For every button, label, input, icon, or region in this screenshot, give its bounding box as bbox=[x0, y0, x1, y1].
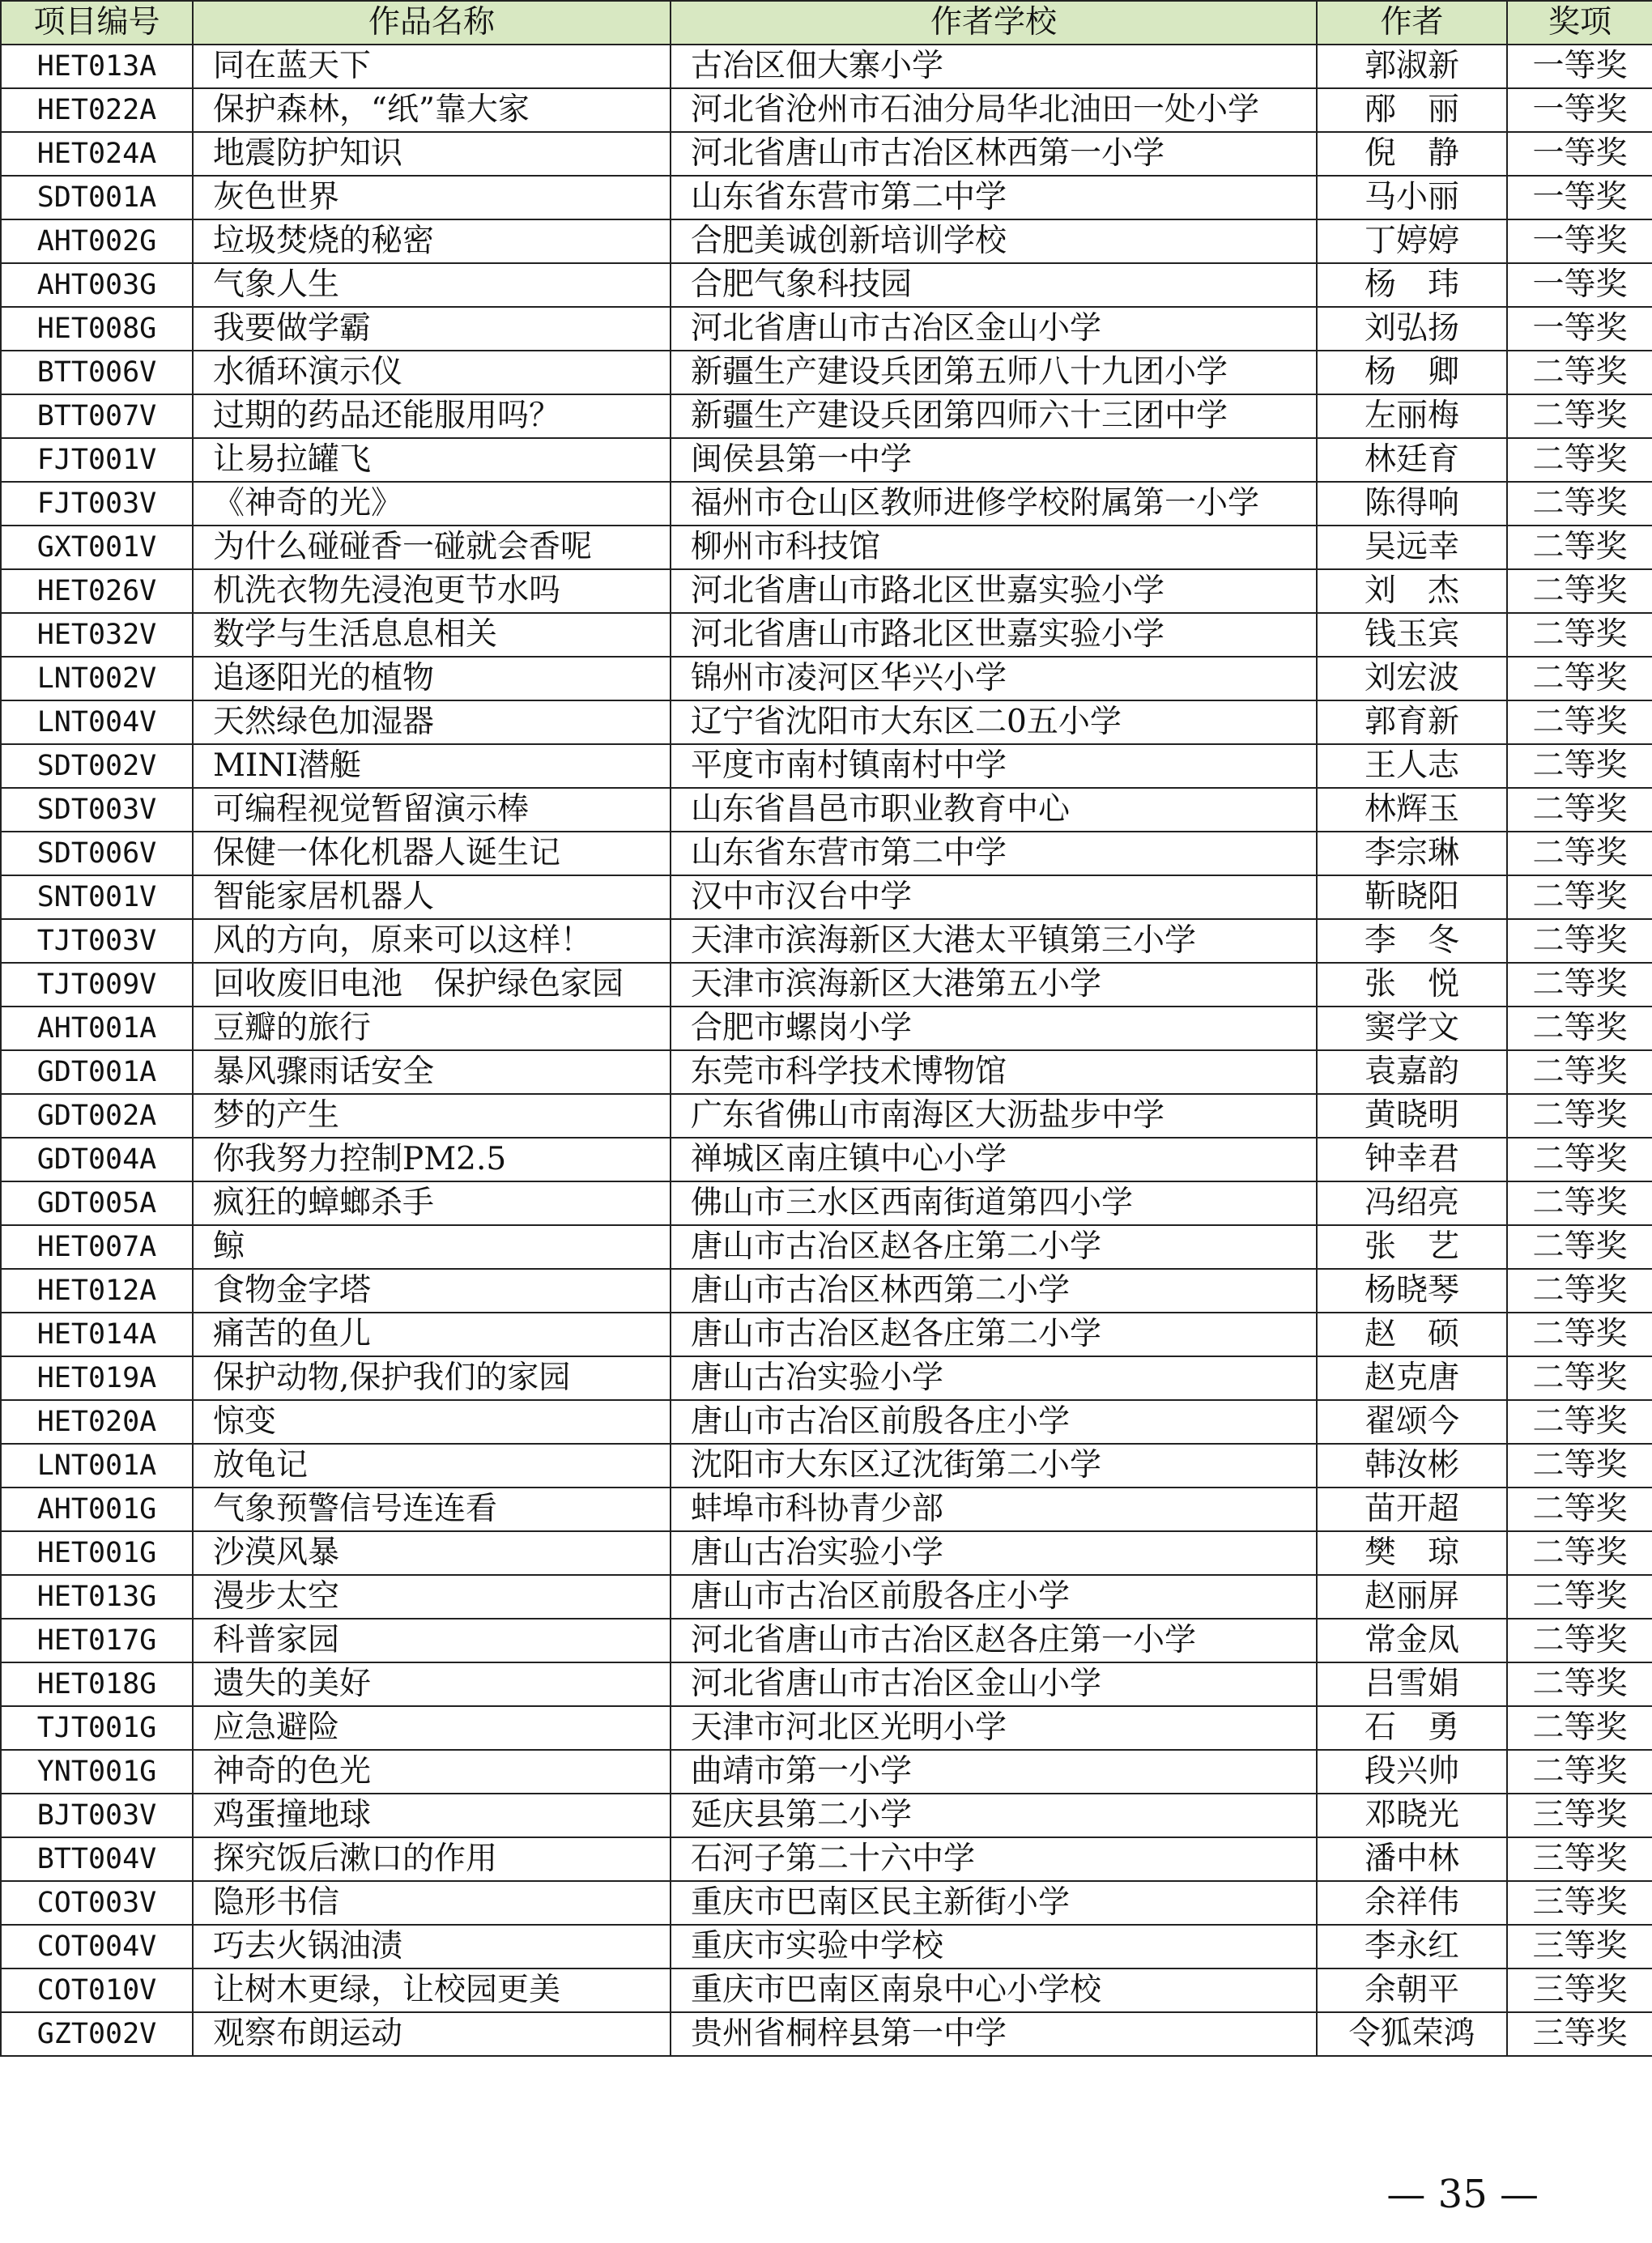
work-name-cell: 放龟记 bbox=[193, 1444, 671, 1488]
work-name-cell: 智能家居机器人 bbox=[193, 875, 671, 919]
project-id-cell: GDT004A bbox=[1, 1138, 193, 1181]
work-name-cell: 机洗衣物先浸泡更节水吗 bbox=[193, 569, 671, 613]
table-row bbox=[1, 1050, 1652, 1094]
award-cell: 一等奖 bbox=[1507, 307, 1652, 351]
work-name-cell: 梦的产生 bbox=[193, 1094, 671, 1138]
work-name-cell: 风的方向，原来可以这样！ bbox=[193, 919, 671, 963]
author-cell: 余朝平 bbox=[1317, 1968, 1507, 2012]
table-row bbox=[1, 482, 1652, 526]
school-cell: 河北省唐山市路北区世嘉实验小学 bbox=[671, 569, 1317, 613]
project-id-cell: HET017G bbox=[1, 1619, 193, 1662]
school-cell: 山东省昌邑市职业教育中心 bbox=[671, 788, 1317, 832]
work-name-cell: 豆瓣的旅行 bbox=[193, 1007, 671, 1050]
school-cell: 河北省唐山市古冶区赵各庄第一小学 bbox=[671, 1619, 1317, 1662]
table-row bbox=[1, 657, 1652, 700]
table-row bbox=[1, 744, 1652, 788]
school-cell: 延庆县第二小学 bbox=[671, 1794, 1317, 1837]
school-cell: 广东省佛山市南海区大沥盐步中学 bbox=[671, 1094, 1317, 1138]
project-id-cell: HET008G bbox=[1, 307, 193, 351]
work-name-cell: 保护动物,保护我们的家园 bbox=[193, 1356, 671, 1400]
award-cell: 三等奖 bbox=[1507, 1968, 1652, 2012]
project-id-cell: HET022A bbox=[1, 88, 193, 132]
table-row bbox=[1, 832, 1652, 875]
school-cell: 唐山市古冶区前殷各庄小学 bbox=[671, 1575, 1317, 1619]
table-row bbox=[1, 2012, 1652, 2056]
award-cell: 二等奖 bbox=[1507, 1575, 1652, 1619]
school-cell: 唐山古冶实验小学 bbox=[671, 1531, 1317, 1575]
table-row bbox=[1, 1313, 1652, 1356]
award-cell: 二等奖 bbox=[1507, 1444, 1652, 1488]
project-id-cell: HET032V bbox=[1, 613, 193, 657]
author-cell: 袁嘉韵 bbox=[1317, 1050, 1507, 1094]
school-cell: 天津市滨海新区大港太平镇第三小学 bbox=[671, 919, 1317, 963]
author-cell: 吴远幸 bbox=[1317, 526, 1507, 569]
school-cell: 禅城区南庄镇中心小学 bbox=[671, 1138, 1317, 1181]
work-name-cell: 保护森林，“纸”靠大家 bbox=[193, 88, 671, 132]
school-cell: 合肥市螺岗小学 bbox=[671, 1007, 1317, 1050]
table-row bbox=[1, 963, 1652, 1007]
school-cell: 山东省东营市第二中学 bbox=[671, 832, 1317, 875]
author-cell: 钱玉宾 bbox=[1317, 613, 1507, 657]
project-id-cell: AHT001A bbox=[1, 1007, 193, 1050]
project-id-cell: TJT003V bbox=[1, 919, 193, 963]
school-cell: 汉中市汉台中学 bbox=[671, 875, 1317, 919]
author-cell: 林辉玉 bbox=[1317, 788, 1507, 832]
school-cell: 河北省唐山市古冶区林西第一小学 bbox=[671, 132, 1317, 176]
work-name-cell: 灰色世界 bbox=[193, 176, 671, 219]
work-name-cell: 《神奇的光》 bbox=[193, 482, 671, 526]
author-cell: 石 勇 bbox=[1317, 1706, 1507, 1750]
award-cell: 三等奖 bbox=[1507, 1925, 1652, 1968]
project-id-cell: GXT001V bbox=[1, 526, 193, 569]
work-name-cell: 垃圾焚烧的秘密 bbox=[193, 219, 671, 263]
school-cell: 佛山市三水区西南街道第四小学 bbox=[671, 1181, 1317, 1225]
work-name-cell: 鲸 bbox=[193, 1225, 671, 1269]
award-cell: 二等奖 bbox=[1507, 1356, 1652, 1400]
author-cell: 邓晓光 bbox=[1317, 1794, 1507, 1837]
project-id-cell: SDT002V bbox=[1, 744, 193, 788]
author-cell: 余祥伟 bbox=[1317, 1881, 1507, 1925]
award-cell: 二等奖 bbox=[1507, 613, 1652, 657]
school-cell: 天津市河北区光明小学 bbox=[671, 1706, 1317, 1750]
table-row bbox=[1, 351, 1652, 394]
work-name-cell: 惊变 bbox=[193, 1400, 671, 1444]
table-row bbox=[1, 1007, 1652, 1050]
school-cell: 唐山市古冶区赵各庄第二小学 bbox=[671, 1313, 1317, 1356]
author-cell: 冯绍亮 bbox=[1317, 1181, 1507, 1225]
table-row bbox=[1, 1575, 1652, 1619]
author-cell: 常金凤 bbox=[1317, 1619, 1507, 1662]
project-id-cell: GZT002V bbox=[1, 2012, 193, 2056]
project-id-cell: HET014A bbox=[1, 1313, 193, 1356]
work-name-cell: 你我努力控制PM2.5 bbox=[193, 1138, 671, 1181]
author-cell: 林廷育 bbox=[1317, 438, 1507, 482]
school-cell: 闽侯县第一中学 bbox=[671, 438, 1317, 482]
project-id-cell: TJT001G bbox=[1, 1706, 193, 1750]
table-row bbox=[1, 526, 1652, 569]
school-cell: 东莞市科学技术博物馆 bbox=[671, 1050, 1317, 1094]
table-row bbox=[1, 1662, 1652, 1706]
table-row bbox=[1, 1706, 1652, 1750]
author-cell: 窦学文 bbox=[1317, 1007, 1507, 1050]
project-id-cell: BTT006V bbox=[1, 351, 193, 394]
project-id-cell: GDT005A bbox=[1, 1181, 193, 1225]
work-name-cell: 暴风骤雨话安全 bbox=[193, 1050, 671, 1094]
award-cell: 二等奖 bbox=[1507, 482, 1652, 526]
award-cell: 二等奖 bbox=[1507, 1181, 1652, 1225]
work-name-cell: 可编程视觉暂留演示棒 bbox=[193, 788, 671, 832]
table-row bbox=[1, 1444, 1652, 1488]
school-cell: 石河子第二十六中学 bbox=[671, 1837, 1317, 1881]
table-row bbox=[1, 263, 1652, 307]
work-name-cell: 追逐阳光的植物 bbox=[193, 657, 671, 700]
award-cell: 二等奖 bbox=[1507, 569, 1652, 613]
table-row bbox=[1, 1531, 1652, 1575]
work-name-cell: 回收废旧电池 保护绿色家园 bbox=[193, 963, 671, 1007]
table-header bbox=[1, 1, 1652, 45]
school-cell: 新疆生产建设兵团第四师六十三团中学 bbox=[671, 394, 1317, 438]
award-cell: 二等奖 bbox=[1507, 700, 1652, 744]
author-cell: 韩汝彬 bbox=[1317, 1444, 1507, 1488]
school-cell: 唐山市古冶区前殷各庄小学 bbox=[671, 1400, 1317, 1444]
author-cell: 钟幸君 bbox=[1317, 1138, 1507, 1181]
table-row bbox=[1, 700, 1652, 744]
award-cell: 三等奖 bbox=[1507, 1794, 1652, 1837]
work-name-cell: 探究饭后漱口的作用 bbox=[193, 1837, 671, 1881]
school-cell: 河北省唐山市古冶区金山小学 bbox=[671, 307, 1317, 351]
project-id-cell: GDT002A bbox=[1, 1094, 193, 1138]
table-row bbox=[1, 1138, 1652, 1181]
work-name-cell: 痛苦的鱼儿 bbox=[193, 1313, 671, 1356]
project-id-cell: SDT006V bbox=[1, 832, 193, 875]
work-name-cell: 疯狂的蟑螂杀手 bbox=[193, 1181, 671, 1225]
award-cell: 一等奖 bbox=[1507, 88, 1652, 132]
award-cell: 二等奖 bbox=[1507, 744, 1652, 788]
school-cell: 福州市仓山区教师进修学校附属第一小学 bbox=[671, 482, 1317, 526]
project-id-cell: COT003V bbox=[1, 1881, 193, 1925]
author-cell: 赵丽屏 bbox=[1317, 1575, 1507, 1619]
author-cell: 刘宏波 bbox=[1317, 657, 1507, 700]
work-name-cell: 鸡蛋撞地球 bbox=[193, 1794, 671, 1837]
project-id-cell: HET024A bbox=[1, 132, 193, 176]
award-cell: 二等奖 bbox=[1507, 394, 1652, 438]
author-cell: 李永红 bbox=[1317, 1925, 1507, 1968]
table-row bbox=[1, 45, 1652, 88]
author-cell: 刘弘扬 bbox=[1317, 307, 1507, 351]
work-name-cell: 遗失的美好 bbox=[193, 1662, 671, 1706]
page-number: — 35 — bbox=[1386, 2172, 1539, 2217]
project-id-cell: LNT004V bbox=[1, 700, 193, 744]
author-cell: 杨 卿 bbox=[1317, 351, 1507, 394]
author-cell: 李宗琳 bbox=[1317, 832, 1507, 875]
award-cell: 二等奖 bbox=[1507, 438, 1652, 482]
award-cell: 三等奖 bbox=[1507, 1837, 1652, 1881]
table-row bbox=[1, 1881, 1652, 1925]
project-id-cell: HET007A bbox=[1, 1225, 193, 1269]
author-cell: 靳晓阳 bbox=[1317, 875, 1507, 919]
school-cell: 合肥气象科技园 bbox=[671, 263, 1317, 307]
award-cell: 二等奖 bbox=[1507, 1225, 1652, 1269]
table-row bbox=[1, 613, 1652, 657]
award-cell: 一等奖 bbox=[1507, 219, 1652, 263]
award-cell: 二等奖 bbox=[1507, 1619, 1652, 1662]
award-cell: 二等奖 bbox=[1507, 526, 1652, 569]
award-cell: 二等奖 bbox=[1507, 1138, 1652, 1181]
work-name-cell: 保健一体化机器人诞生记 bbox=[193, 832, 671, 875]
header-school: 作者学校 bbox=[671, 1, 1317, 45]
award-cell: 一等奖 bbox=[1507, 263, 1652, 307]
project-id-cell: HET013G bbox=[1, 1575, 193, 1619]
school-cell: 河北省唐山市古冶区金山小学 bbox=[671, 1662, 1317, 1706]
project-id-cell: SDT003V bbox=[1, 788, 193, 832]
table-row bbox=[1, 1968, 1652, 2012]
header-project-id: 项目编号 bbox=[1, 1, 193, 45]
work-name-cell: 观察布朗运动 bbox=[193, 2012, 671, 2056]
author-cell: 赵克唐 bbox=[1317, 1356, 1507, 1400]
project-id-cell: HET018G bbox=[1, 1662, 193, 1706]
award-cell: 二等奖 bbox=[1507, 351, 1652, 394]
table-row bbox=[1, 1794, 1652, 1837]
project-id-cell: AHT002G bbox=[1, 219, 193, 263]
project-id-cell: COT010V bbox=[1, 1968, 193, 2012]
work-name-cell: 为什么碰碰香一碰就会香呢 bbox=[193, 526, 671, 569]
author-cell: 郭育新 bbox=[1317, 700, 1507, 744]
project-id-cell: AHT003G bbox=[1, 263, 193, 307]
school-cell: 柳州市科技馆 bbox=[671, 526, 1317, 569]
project-id-cell: HET012A bbox=[1, 1269, 193, 1313]
work-name-cell: MINI潜艇 bbox=[193, 744, 671, 788]
work-name-cell: 漫步太空 bbox=[193, 1575, 671, 1619]
award-cell: 二等奖 bbox=[1507, 1706, 1652, 1750]
school-cell: 古冶区佃大寨小学 bbox=[671, 45, 1317, 88]
award-cell: 二等奖 bbox=[1507, 1094, 1652, 1138]
author-cell: 王人志 bbox=[1317, 744, 1507, 788]
school-cell: 河北省唐山市路北区世嘉实验小学 bbox=[671, 613, 1317, 657]
work-name-cell: 应急避险 bbox=[193, 1706, 671, 1750]
author-cell: 郭淑新 bbox=[1317, 45, 1507, 88]
school-cell: 重庆市巴南区民主新街小学 bbox=[671, 1881, 1317, 1925]
header-row bbox=[1, 1, 1652, 45]
author-cell: 赵 硕 bbox=[1317, 1313, 1507, 1356]
table-row bbox=[1, 788, 1652, 832]
project-id-cell: AHT001G bbox=[1, 1488, 193, 1531]
school-cell: 河北省沧州市石油分局华北油田一处小学 bbox=[671, 88, 1317, 132]
project-id-cell: BTT007V bbox=[1, 394, 193, 438]
school-cell: 山东省东营市第二中学 bbox=[671, 176, 1317, 219]
project-id-cell: GDT001A bbox=[1, 1050, 193, 1094]
school-cell: 天津市滨海新区大港第五小学 bbox=[671, 963, 1317, 1007]
work-name-cell: 数学与生活息息相关 bbox=[193, 613, 671, 657]
work-name-cell: 水循环演示仪 bbox=[193, 351, 671, 394]
work-name-cell: 沙漠风暴 bbox=[193, 1531, 671, 1575]
table-row bbox=[1, 1269, 1652, 1313]
author-cell: 李 冬 bbox=[1317, 919, 1507, 963]
award-cell: 一等奖 bbox=[1507, 45, 1652, 88]
school-cell: 合肥美诚创新培训学校 bbox=[671, 219, 1317, 263]
award-cell: 二等奖 bbox=[1507, 788, 1652, 832]
project-id-cell: HET026V bbox=[1, 569, 193, 613]
author-cell: 邴 丽 bbox=[1317, 88, 1507, 132]
table-row bbox=[1, 307, 1652, 351]
award-cell: 二等奖 bbox=[1507, 1488, 1652, 1531]
school-cell: 曲靖市第一小学 bbox=[671, 1750, 1317, 1794]
award-cell: 二等奖 bbox=[1507, 1313, 1652, 1356]
work-name-cell: 科普家园 bbox=[193, 1619, 671, 1662]
award-cell: 二等奖 bbox=[1507, 1007, 1652, 1050]
project-id-cell: HET013A bbox=[1, 45, 193, 88]
table-row bbox=[1, 1488, 1652, 1531]
author-cell: 倪 静 bbox=[1317, 132, 1507, 176]
project-id-cell: SDT001A bbox=[1, 176, 193, 219]
school-cell: 新疆生产建设兵团第五师八十九团小学 bbox=[671, 351, 1317, 394]
header-work-name: 作品名称 bbox=[193, 1, 671, 45]
work-name-cell: 同在蓝天下 bbox=[193, 45, 671, 88]
project-id-cell: SNT001V bbox=[1, 875, 193, 919]
table-row bbox=[1, 1750, 1652, 1794]
author-cell: 潘中林 bbox=[1317, 1837, 1507, 1881]
table-row bbox=[1, 1225, 1652, 1269]
award-cell: 二等奖 bbox=[1507, 875, 1652, 919]
project-id-cell: LNT002V bbox=[1, 657, 193, 700]
school-cell: 辽宁省沈阳市大东区二0五小学 bbox=[671, 700, 1317, 744]
author-cell: 翟颂今 bbox=[1317, 1400, 1507, 1444]
award-cell: 二等奖 bbox=[1507, 1050, 1652, 1094]
school-cell: 贵州省桐梓县第一中学 bbox=[671, 2012, 1317, 2056]
table-row bbox=[1, 219, 1652, 263]
award-cell: 二等奖 bbox=[1507, 919, 1652, 963]
school-cell: 蚌埠市科协青少部 bbox=[671, 1488, 1317, 1531]
table-row bbox=[1, 569, 1652, 613]
author-cell: 樊 琼 bbox=[1317, 1531, 1507, 1575]
author-cell: 左丽梅 bbox=[1317, 394, 1507, 438]
award-cell: 二等奖 bbox=[1507, 1531, 1652, 1575]
table-row bbox=[1, 919, 1652, 963]
school-cell: 重庆市巴南区南泉中心小学校 bbox=[671, 1968, 1317, 2012]
award-cell: 二等奖 bbox=[1507, 832, 1652, 875]
author-cell: 段兴帅 bbox=[1317, 1750, 1507, 1794]
work-name-cell: 地震防护知识 bbox=[193, 132, 671, 176]
school-cell: 唐山古冶实验小学 bbox=[671, 1356, 1317, 1400]
author-cell: 黄晓明 bbox=[1317, 1094, 1507, 1138]
work-name-cell: 天然绿色加湿器 bbox=[193, 700, 671, 744]
project-id-cell: HET001G bbox=[1, 1531, 193, 1575]
table-row bbox=[1, 1400, 1652, 1444]
school-cell: 平度市南村镇南村中学 bbox=[671, 744, 1317, 788]
author-cell: 马小丽 bbox=[1317, 176, 1507, 219]
award-cell: 二等奖 bbox=[1507, 657, 1652, 700]
award-cell: 一等奖 bbox=[1507, 176, 1652, 219]
project-id-cell: FJT003V bbox=[1, 482, 193, 526]
work-name-cell: 气象人生 bbox=[193, 263, 671, 307]
table-row bbox=[1, 438, 1652, 482]
table-row bbox=[1, 1837, 1652, 1881]
table-row bbox=[1, 875, 1652, 919]
author-cell: 丁婷婷 bbox=[1317, 219, 1507, 263]
author-cell: 杨 玮 bbox=[1317, 263, 1507, 307]
author-cell: 令狐荣鸿 bbox=[1317, 2012, 1507, 2056]
table-row bbox=[1, 394, 1652, 438]
table-row bbox=[1, 88, 1652, 132]
header-author: 作者 bbox=[1317, 1, 1507, 45]
table-row bbox=[1, 1925, 1652, 1968]
work-name-cell: 隐形书信 bbox=[193, 1881, 671, 1925]
project-id-cell: BTT004V bbox=[1, 1837, 193, 1881]
header-award: 奖项 bbox=[1507, 1, 1652, 45]
school-cell: 唐山市古冶区林西第二小学 bbox=[671, 1269, 1317, 1313]
table-row bbox=[1, 176, 1652, 219]
work-name-cell: 让易拉罐飞 bbox=[193, 438, 671, 482]
award-cell: 三等奖 bbox=[1507, 2012, 1652, 2056]
table-row bbox=[1, 1619, 1652, 1662]
project-id-cell: FJT001V bbox=[1, 438, 193, 482]
award-cell: 三等奖 bbox=[1507, 1881, 1652, 1925]
project-id-cell: COT004V bbox=[1, 1925, 193, 1968]
work-name-cell: 气象预警信号连连看 bbox=[193, 1488, 671, 1531]
author-cell: 刘 杰 bbox=[1317, 569, 1507, 613]
award-cell: 一等奖 bbox=[1507, 132, 1652, 176]
project-id-cell: BJT003V bbox=[1, 1794, 193, 1837]
award-cell: 二等奖 bbox=[1507, 1750, 1652, 1794]
project-id-cell: LNT001A bbox=[1, 1444, 193, 1488]
table-row bbox=[1, 1181, 1652, 1225]
work-name-cell: 我要做学霸 bbox=[193, 307, 671, 351]
school-cell: 重庆市实验中学校 bbox=[671, 1925, 1317, 1968]
school-cell: 沈阳市大东区辽沈街第二小学 bbox=[671, 1444, 1317, 1488]
award-cell: 二等奖 bbox=[1507, 1400, 1652, 1444]
author-cell: 吕雪娟 bbox=[1317, 1662, 1507, 1706]
project-id-cell: HET019A bbox=[1, 1356, 193, 1400]
work-name-cell: 巧去火锅油渍 bbox=[193, 1925, 671, 1968]
author-cell: 杨晓琴 bbox=[1317, 1269, 1507, 1313]
work-name-cell: 让树木更绿，让校园更美 bbox=[193, 1968, 671, 2012]
work-name-cell: 神奇的色光 bbox=[193, 1750, 671, 1794]
author-cell: 陈得响 bbox=[1317, 482, 1507, 526]
author-cell: 苗开超 bbox=[1317, 1488, 1507, 1531]
award-cell: 二等奖 bbox=[1507, 963, 1652, 1007]
award-cell: 二等奖 bbox=[1507, 1269, 1652, 1313]
project-id-cell: HET020A bbox=[1, 1400, 193, 1444]
school-cell: 唐山市古冶区赵各庄第二小学 bbox=[671, 1225, 1317, 1269]
table-row bbox=[1, 1094, 1652, 1138]
table-body bbox=[1, 45, 1652, 2056]
table-row bbox=[1, 132, 1652, 176]
table-row bbox=[1, 1356, 1652, 1400]
author-cell: 张 艺 bbox=[1317, 1225, 1507, 1269]
project-id-cell: TJT009V bbox=[1, 963, 193, 1007]
author-cell: 张 悦 bbox=[1317, 963, 1507, 1007]
work-name-cell: 过期的药品还能服用吗？ bbox=[193, 394, 671, 438]
school-cell: 锦州市凌河区华兴小学 bbox=[671, 657, 1317, 700]
award-cell: 二等奖 bbox=[1507, 1662, 1652, 1706]
work-name-cell: 食物金字塔 bbox=[193, 1269, 671, 1313]
project-id-cell: YNT001G bbox=[1, 1750, 193, 1794]
